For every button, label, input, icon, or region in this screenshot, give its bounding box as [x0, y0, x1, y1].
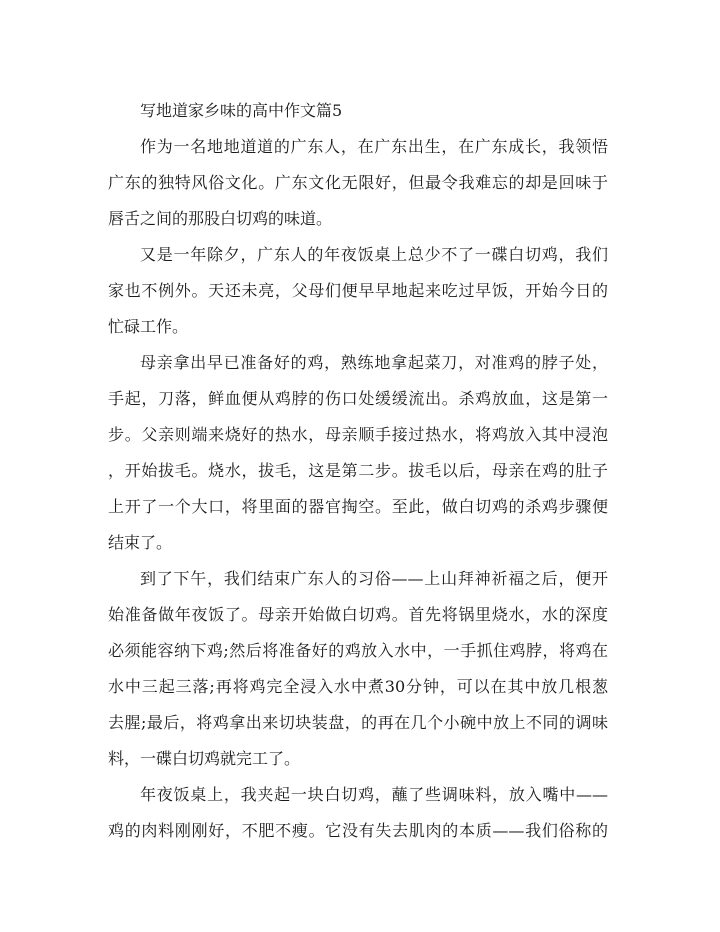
paragraph-line: ，开始拔毛。烧水，拔毛，这是第二步。拔毛以后，母亲在鸡的肚子 [108, 461, 608, 480]
paragraph-line: 鸡的肉料刚刚好，不肥不瘦。它没有失去肌肉的本质——我们俗称的 [108, 821, 608, 840]
paragraph [108, 777, 608, 849]
paragraph-line: 年夜饭桌上，我夹起一块白切鸡，蘸了些调味料，放入嘴中—— [140, 785, 608, 804]
paragraph [108, 345, 608, 561]
paragraph-line: 去腥;最后，将鸡拿出来切块装盘，的再在几个小碗中放上不同的调味 [108, 713, 608, 732]
paragraph-line: 广东的独特风俗文化。广东文化无限好，但最令我难忘的却是回味于 [108, 173, 608, 192]
document-body [108, 93, 608, 849]
paragraph [108, 237, 608, 345]
paragraph-line: 手起，刀落，鲜血便从鸡脖的伤口处缓缓流出。杀鸡放血，这是第一 [108, 389, 608, 408]
paragraph-line: 唇舌之间的那股白切鸡的味道。 [108, 209, 333, 228]
paragraph-line: 又是一年除夕，广东人的年夜饭桌上总少不了一碟白切鸡，我们 [140, 245, 608, 264]
paragraph-line: 步。父亲则端来烧好的热水，母亲顺手接过热水，将鸡放入其中浸泡 [108, 425, 608, 444]
paragraph [108, 561, 608, 777]
paragraph-line: 水中三起三落;再将鸡完全浸入水中煮30分钟，可以在其中放几根葱 [108, 677, 608, 696]
essay-title: 写地道家乡味的高中作文篇5 [140, 101, 343, 120]
paragraph-line: 料，一碟白切鸡就完工了。 [108, 749, 301, 768]
paragraph-line: 忙碌工作。 [108, 317, 189, 336]
paragraph-line: 作为一名地地道道的广东人，在广东出生，在广东成长，我领悟 [140, 137, 608, 156]
essay-paragraphs [108, 129, 608, 849]
paragraph-line: 上开了一个大口，将里面的器官掏空。至此，做白切鸡的杀鸡步骤便 [108, 497, 608, 516]
paragraph-line: 始准备做年夜饭了。母亲开始做白切鸡。首先将锅里烧水，水的深度 [108, 605, 608, 624]
paragraph-line: 必须能容纳下鸡;然后将准备好的鸡放入水中，一手抓住鸡脖，将鸡在 [108, 641, 608, 660]
paragraph [108, 129, 608, 237]
paragraph-line: 家也不例外。天还未亮，父母们便早早地起来吃过早饭，开始今日的 [108, 281, 608, 300]
paragraph-line: 结束了。 [108, 533, 173, 552]
paragraph-line: 母亲拿出早已准备好的鸡，熟练地拿起菜刀，对准鸡的脖子处， [140, 353, 608, 372]
paragraph-line: 到了下午，我们结束广东人的习俗——上山拜神祈福之后，便开 [140, 569, 608, 588]
